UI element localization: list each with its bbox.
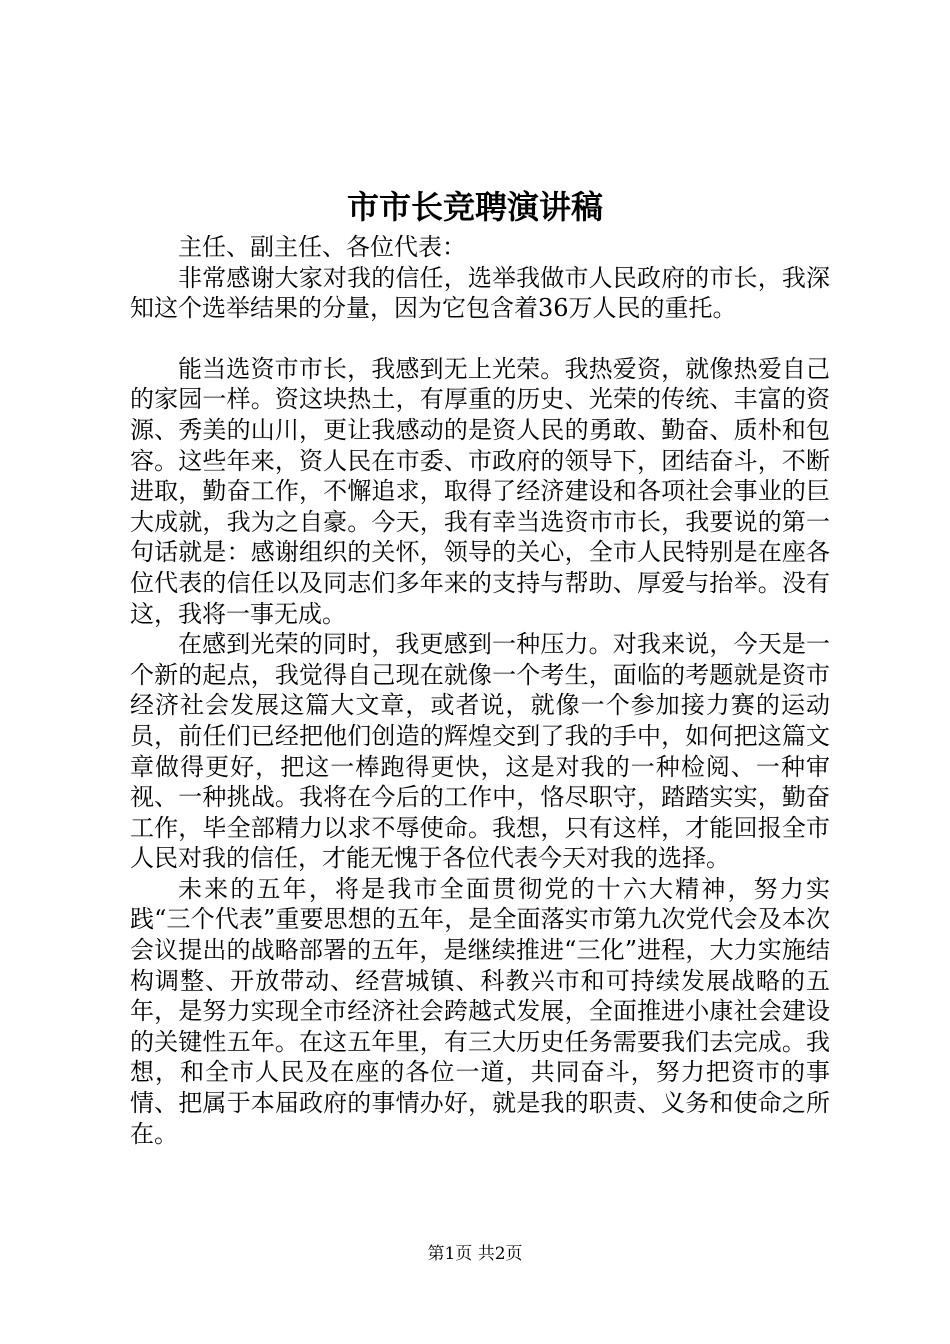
paragraph-spacer xyxy=(130,324,830,354)
document-title: 市市长竞聘演讲稿 xyxy=(346,188,603,226)
page-number-footer: 第1页 共2页 xyxy=(427,1244,523,1264)
salutation: 主任、副主任、各位代表： xyxy=(178,233,466,261)
paragraph-1: 非常感谢大家对我的信任，选举我做市人民政府的市长，我深知这个选举结果的分量，因为它包含着36万人民的重托。 xyxy=(130,263,830,323)
paragraph-3: 在感到光荣的同时，我更感到一种压力。对我来说，今天是一个新的起点，我觉得自己现在就像一个考生，面临的考题就是资市经济社会发展这篇大文章，或者说，就像一个参加接力赛的运动员，前任们已经把他们创造的辉煌交到了我的手中，如何把这篇文章做得更好，把这一棒跑得更快，这是对我的一种检阅、一种审视、一种挑战。我将在今后的工作中，恪尽职守，踏踏实实，勤奋工作，毕全部精力以求不辱使命。我想，只有这样，才能回报全市人民对我的信任，才能无愧于各位代表今天对我的选择。 xyxy=(130,630,830,873)
paragraph-2: 能当选资市市长，我感到无上光荣。我热爱资，就像热爱自己的家园一样。资这块热土，有厚重的历史、光荣的传统、丰富的资源、秀美的山川，更让我感动的是资人民的勇敢、勤奋、质朴和包容。这些年来，资人民在市委、市政府的领导下，团结奋斗，不断进取，勤奋工作，不懈追求，取得了经济建设和各项社会事业的巨大成就，我为之自豪。今天，我有幸当选资市市长，我要说的第一句话就是：感谢组织的关怀，领导的关心，全市人民特别是在座各位代表的信任以及同志们多年来的支持与帮助、厚爱与抬举。没有这，我将一事无成。 xyxy=(130,354,830,628)
document-body xyxy=(130,232,830,1149)
paragraph-4: 未来的五年，将是我市全面贯彻党的十六大精神，努力实践“三个代表”重要思想的五年，是全面落实市第九次党代会及本次会议提出的战略部署的五年，是继续推进“三化”进程，大力实施结构调整、开放带动、经营城镇、科教兴市和可持续发展战略的五年，是努力实现全市经济社会跨越式发展，全面推进小康社会建设的关键性五年。在这五年里，有三大历史任务需要我们去完成。我想，和全市人民及在座的各位一道，共同奋斗，努力把资市的事情、把属于本届政府的事情办好，就是我的职责、义务和使命之所在。 xyxy=(130,874,830,1148)
